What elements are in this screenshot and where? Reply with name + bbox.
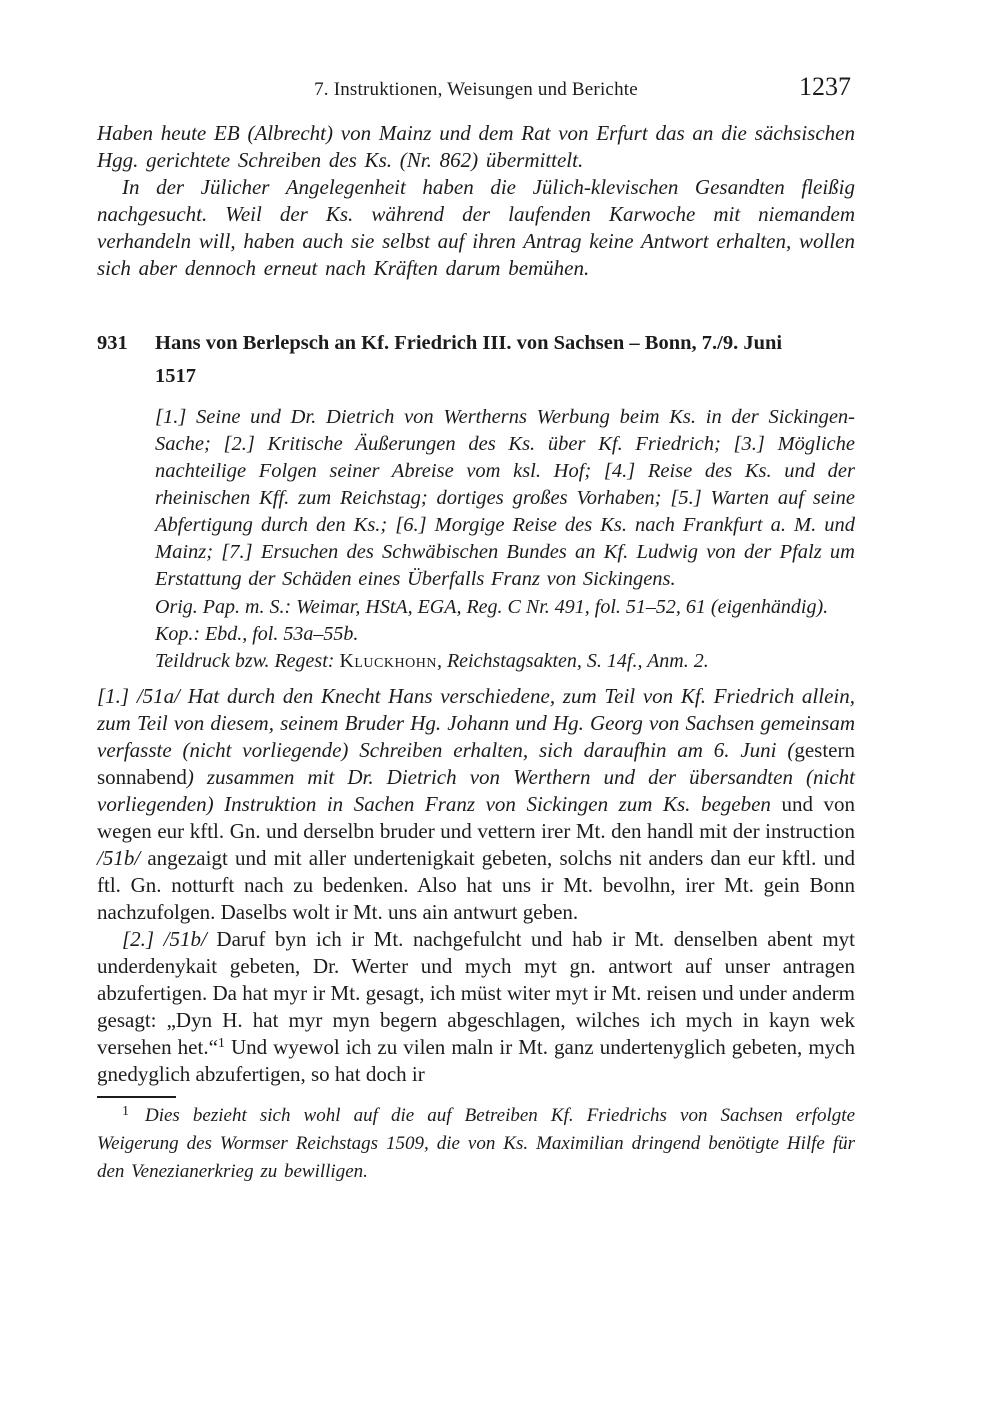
entry-heading — [97, 327, 855, 393]
body2-segment-italic-1: [2.] /51b/ — [122, 927, 207, 951]
provenance-original: Orig. Pap. m. S.: Weimar, HStA, EGA, Reg. C Nr. 491, fol. 51–52, 61 (eigenhändig). — [155, 596, 829, 618]
body2-segment-roman-1: Daruf byn ich ir Mt. nachgefulcht und hab ir Mt. denselben abent myt underdenykait gebeten, Dr. Werter und mych myt gn. antwort auf unser antragen abzufertigen. Da hat myr ir Mt. gesagt, ich müst witer myt ir Mt. reisen und under anderm gesagt: „Dyn H. hat myr myn begern abgeschlagen, wilches ich mych in kayn wek versehen het.“ — [97, 927, 855, 1059]
provenance-copy: Kop.: Ebd., fol. 53a–55b. — [155, 623, 359, 645]
body-paragraph-2 — [97, 926, 855, 1088]
page-header — [97, 72, 855, 104]
entry-title-line1: Hans von Berlepsch an Kf. Friedrich III. von Sachsen – Bonn, 7./9. Juni — [155, 332, 783, 354]
regest-paragraph-2: In der Jülicher Angelegenheit haben die Jülich-klevischen Gesandten fleißig nachgesucht. Weil der Ks. während der laufenden Karwoche mit niemandem verhandeln will, haben auch sie selbst auf ihren Antrag keine Antwort erhalten, wollen sich aber dennoch erneut nach Kräften darum bemühen. — [97, 175, 855, 280]
provenance-print — [155, 648, 855, 675]
provenance-print-author: Kluckhohn — [339, 650, 437, 672]
footnote-1 — [97, 1102, 855, 1186]
body2-segment-roman-2: Und wyewol ich zu vilen maln ir Mt. ganz undertenyglich gebeten, mych gnedyglich abzufertigen, so hat doch ir — [97, 1035, 855, 1086]
regest-paragraph-1: Haben heute EB (Albrecht) von Mainz und dem Rat von Erfurt das an die sächsischen Hgg. gerichtete Schreiben des Ks. (Nr. 862) übermittelt. — [97, 121, 855, 172]
entry-title — [155, 327, 855, 393]
provenance-print-label: Teildruck bzw. Regest: — [155, 650, 340, 672]
provenance-print-reference: , Reichstagsakten, S. 14f., Anm. 2. — [436, 650, 709, 672]
body-paragraph-1 — [97, 683, 855, 926]
entry-provenance — [155, 594, 855, 675]
body1-segment-folio: /51b/ — [97, 846, 141, 870]
footnote-separator-rule — [97, 1096, 176, 1098]
entry-summary: [1.] Seine und Dr. Dietrich von Wertherns Werbung beim Ks. in der Sickingen-Sache; [2.] Kritische Äußerungen des Ks. über Kf. Friedrich; [3.] Mögliche nachteilige Folgen seiner Abreise vom ksl. Hof; [4.] Reise des Ks. und der rheinischen Kff. zum Reichstag; dortiges großes Vorhaben; [5.] Warten auf seine Abfertigung durch den Ks.; [6.] Morgige Reise des Ks. nach Frankfurt a. M. und Mainz; [7.] Ersuchen des Schwäbischen Bundes an Kf. Ludwig von der Pfalz um Erstattung der Schäden eines Überfalls Franz von Sickingens. — [155, 406, 855, 590]
body1-segment-roman-2: und von wegen eur kftl. Gn. und derselbn bruder und vettern irer Mt. den handl mit der instruction — [97, 792, 855, 843]
body1-segment-roman-1: gestern sonnabend — [97, 738, 855, 789]
regest-intro — [97, 120, 855, 282]
footnote-reference: 1 — [217, 1036, 225, 1051]
footnote-block — [97, 1102, 855, 1186]
entry-body — [97, 683, 855, 1088]
entry-number: 931 — [97, 332, 128, 354]
running-header-title: 7. Instruktionen, Weisungen und Berichte — [314, 79, 638, 100]
body1-segment-italic-2: ) zusammen mit Dr. Dietrich von Werthern und der übersandten (nicht vorliegenden) Instruktion in Sachen Franz von Sickingen zum Ks. begeben — [97, 765, 855, 816]
body1-segment-roman-3: angezaigt und mit aller undertenigkait gebeten, solchs nit anders dan eur kftl. und ftl. Gn. notturft nach zu bedenken. Also hat uns ir Mt. bevolhn, irer Mt. gein Bonn nachzufolgen. Daselbs wolt ir Mt. uns ain antwurt geben. — [97, 846, 855, 924]
body1-segment-italic-1: [1.] /51a/ Hat durch den Knecht Hans verschiedene, zum Teil von Kf. Friedrich allein, zum Teil von diesem, seinem Bruder Hg. Johann und Hg. Georg von Sachsen gemeinsam verfasste (nicht vorliegende) Schreiben erhalten, sich daraufhin am 6. Juni ( — [97, 684, 855, 762]
entry-title-year: 1517 — [155, 365, 196, 387]
footnote-marker: 1 — [122, 1104, 129, 1119]
footnote-text: Dies bezieht sich wohl auf die auf Betreiben Kf. Friedrichs von Sachsen erfolgte Weigerung des Wormser Reichstags 1509, die von Ks. Maximilian dringend benötigte Hilfe für den Venezianerkrieg zu bewilligen. — [97, 1105, 855, 1182]
page-number: 1237 — [799, 72, 851, 101]
